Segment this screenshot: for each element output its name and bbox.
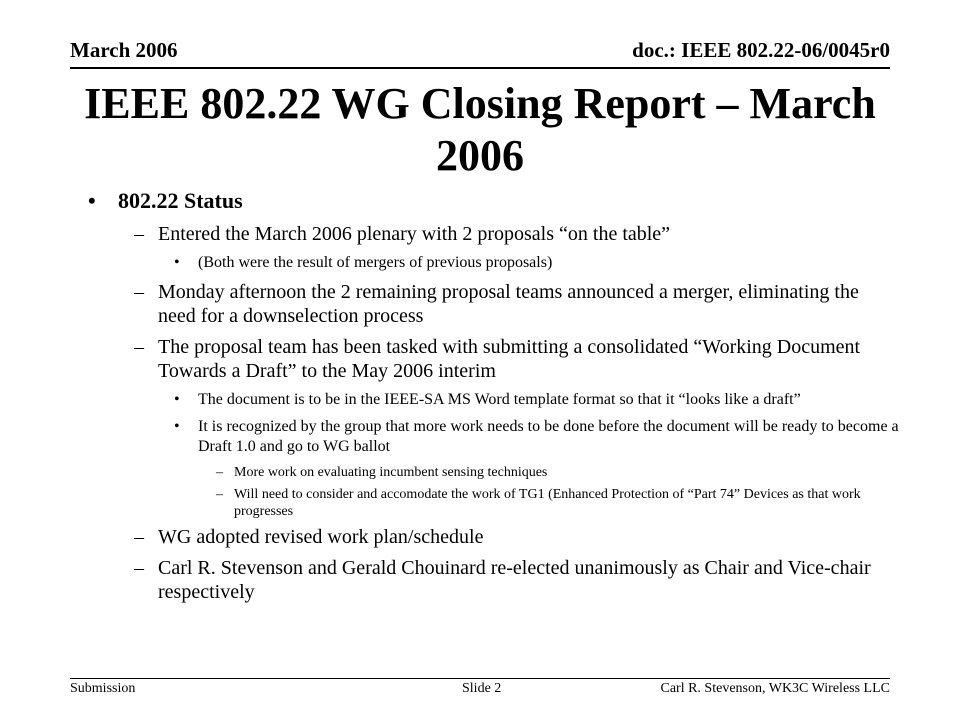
slide-title: IEEE 802.22 WG Closing Report – March 2006 bbox=[84, 79, 876, 180]
sub-bullet-text: It is recognized by the group that more work needs to be done before the document will be ready to become a Draft 1.0 and go to WG ballot bbox=[198, 418, 899, 455]
bullet-marker: • bbox=[174, 254, 180, 271]
bullet-marker: • bbox=[174, 418, 180, 435]
dash-item-text: The proposal team has been tasked with submitting a consolidated “Working Document Towards a Draft” to the May 2006 interim bbox=[158, 336, 861, 382]
footer-submission: Submission bbox=[70, 681, 136, 696]
footer-divider bbox=[70, 678, 890, 679]
dash-item bbox=[88, 335, 900, 383]
dash-marker: – bbox=[134, 223, 144, 245]
dash-item-text: Entered the March 2006 plenary with 2 proposals “on the table” bbox=[158, 223, 671, 245]
sub-bullet-item bbox=[88, 417, 900, 457]
sub-bullet-text: The document is to be in the IEEE-SA MS Word template format so that it “looks like a draft” bbox=[198, 391, 801, 408]
sub-dash-text: Will need to consider and accomodate the work of TG1 (Enhanced Protection of “Part 74” Devices as that work progresses bbox=[234, 487, 861, 519]
header-divider bbox=[70, 67, 890, 69]
bullet-marker: • bbox=[88, 188, 96, 213]
header-date: March 2006 bbox=[70, 38, 178, 62]
sub-dash-text: More work on evaluating incumbent sensing techniques bbox=[234, 465, 548, 480]
dash-marker: – bbox=[134, 336, 144, 358]
sub-dash-item bbox=[88, 464, 900, 481]
dash-marker: – bbox=[216, 487, 223, 502]
dash-item bbox=[88, 280, 900, 328]
dash-item bbox=[88, 222, 900, 246]
bullet-marker: • bbox=[174, 391, 180, 408]
dash-marker: – bbox=[134, 526, 144, 548]
status-heading: 802.22 Status bbox=[118, 188, 243, 213]
header-doc-id: doc.: IEEE 802.22-06/0045r0 bbox=[632, 38, 890, 62]
dash-item bbox=[88, 525, 900, 549]
slide-body bbox=[88, 188, 900, 611]
dash-marker: – bbox=[216, 465, 223, 480]
footer-slide-number: Slide 2 bbox=[462, 681, 502, 696]
sub-dash-item bbox=[88, 486, 900, 520]
footer-author: Carl R. Stevenson, WK3C Wireless LLC bbox=[660, 681, 890, 696]
dash-item-text: Carl R. Stevenson and Gerald Chouinard re-elected unanimously as Chair and Vice-chair respectively bbox=[158, 557, 871, 603]
dash-marker: – bbox=[134, 281, 144, 303]
bullet-status bbox=[88, 188, 900, 214]
dash-marker: – bbox=[134, 557, 144, 579]
sub-bullet-item bbox=[88, 390, 900, 410]
sub-bullet-text: (Both were the result of mergers of previous proposals) bbox=[198, 254, 553, 271]
dash-item bbox=[88, 556, 900, 604]
dash-item-text: WG adopted revised work plan/schedule bbox=[158, 526, 484, 548]
sub-bullet-item bbox=[88, 253, 900, 273]
dash-item-text: Monday afternoon the 2 remaining proposal teams announced a merger, eliminating the need for a downselection process bbox=[158, 281, 859, 327]
